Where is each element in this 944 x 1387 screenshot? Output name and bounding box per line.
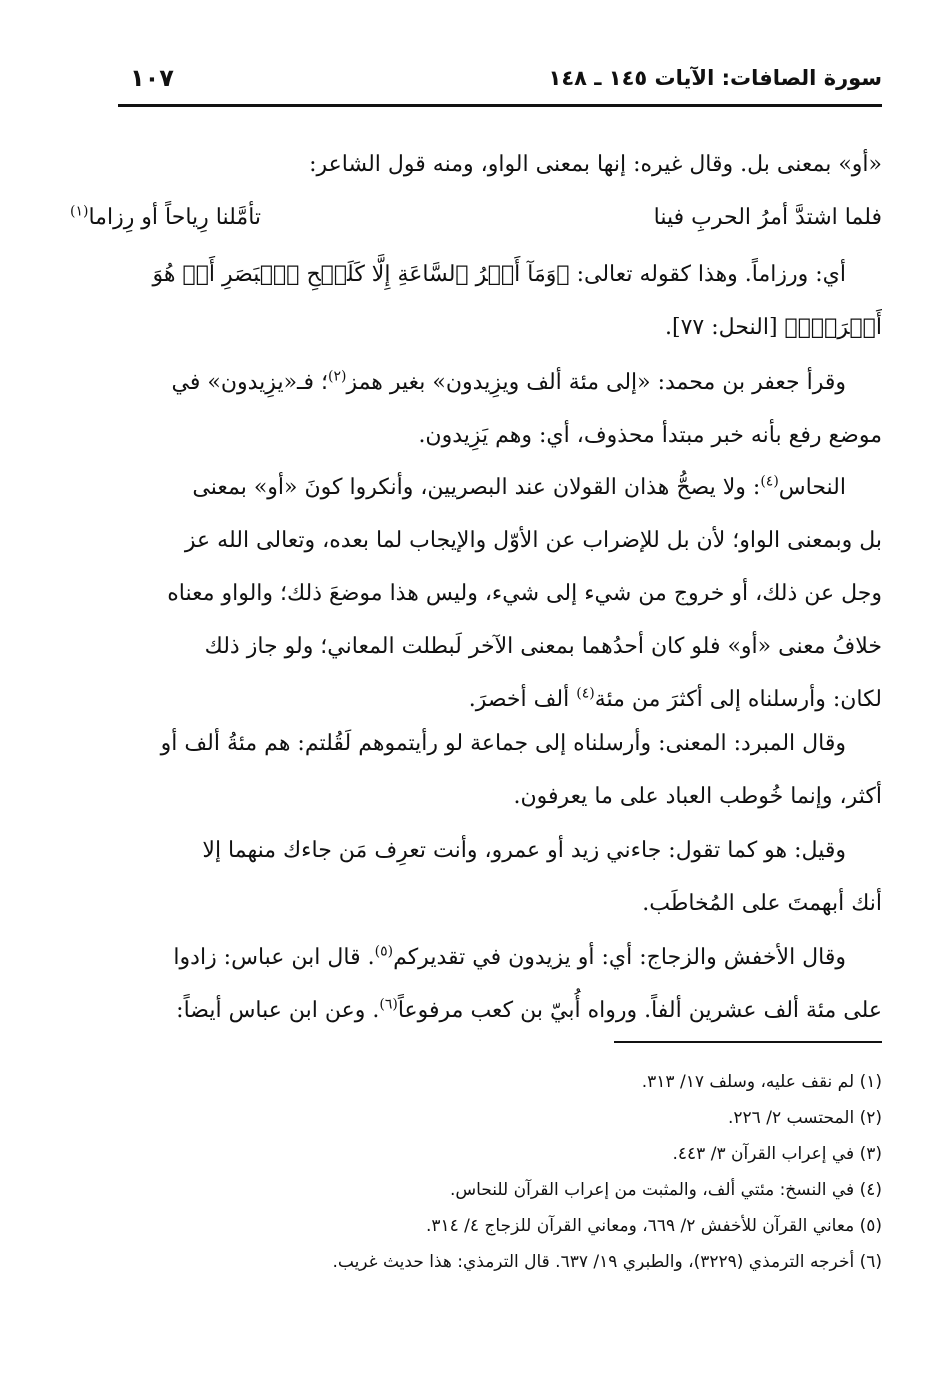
text-line: خلافُ معنى «أو» فلو كان أحدُهما بمعنى الآخر لَبطلت المعاني؛ ولو جاز ذلك: [204, 634, 882, 659]
paragraph-3: [60, 356, 882, 462]
text-segment: : ولا يصحُّ هذان القولان عند البصريين، وأنكروا كونَ «أو» بمعنى: [192, 475, 761, 500]
text-line: [60, 984, 882, 1037]
text-segment: النحاس: [778, 475, 846, 500]
text-line: أكثر، وإنما خُوطب العباد على ما يعرفون.: [513, 784, 882, 809]
text-segment: ؛ فـ«يزِيدون» في: [171, 370, 328, 395]
text-line: أَقۡرَبُۚ﴾ [النحل: ٧٧].: [665, 315, 882, 340]
text-segment: ألف أخصرَ.: [468, 687, 577, 712]
footnote-1: (١) لم نقف عليه، وسلف ١٧/ ٣١٣.: [641, 1072, 882, 1092]
text-segment: وقرأ جعفر بن محمد: «إلى مئة ألف ويزِيدون» بغير همز: [346, 370, 846, 395]
footnote-marker: (٤): [760, 473, 779, 490]
footnote-marker: (٦): [379, 996, 398, 1013]
paragraph-5: [60, 717, 882, 823]
footnote-6: (٦) أخرجه الترمذي (٣٢٢٩)، والطبري ١٩/ ٦٣٧. قال الترمذي: هذا حديث غريب.: [332, 1252, 882, 1272]
text-line: وقال المبرد: المعنى: وأرسلناه إلى جماعة لو رأيتموهم لَقُلتم: هم مئةُ ألف أو: [160, 731, 846, 756]
footnote-marker: (٤): [576, 685, 595, 702]
text-segment: . قال ابن عباس: زادوا: [173, 945, 375, 970]
paragraph-2: [60, 248, 882, 354]
text-line: بل وبمعنى الواو؛ لأن بل للإضراب عن الأوّل والإيجاب لما بعده، وتعالى الله عز: [184, 528, 882, 553]
header-rule: [118, 104, 882, 107]
verse-second-text: تأمَّلنا رِياحاً أو رِزاما: [88, 205, 262, 230]
text-line: [60, 356, 882, 409]
text-line: أي: ورزاماً. وهذا كقوله تعالى: ﴿وَمَآ أَمۡرُ ٱلسَّاعَةِ إِلَّا كَلَمۡحِ ٱلۡبَصَرِ أَوۡ هُوَ: [152, 262, 846, 287]
poetry-verse: [60, 191, 882, 244]
text-segment: . وعن ابن عباس أيضاً:: [176, 998, 380, 1023]
footnote-separator: [614, 1041, 882, 1043]
footnote-marker: (٢): [327, 368, 347, 385]
text-segment: وقال الأخفش والزجاج: أي: أو يزيدون في تقديركم: [393, 945, 846, 970]
text-line: «أو» بمعنى بل. وقال غيره: إنها بمعنى الواو، ومنه قول الشاعر:: [309, 152, 882, 177]
footnotes: [60, 1064, 882, 1280]
text-line: [60, 461, 882, 514]
text-segment: على مئة ألف عشرين ألفاً. ورواه أُبيّ بن كعب مرفوعاً: [397, 998, 882, 1023]
page-number: ١٠٧: [130, 64, 174, 92]
footnote-4: (٤) في النسخ: مئتي ألف، والمثبت من إعراب القرآن للنحاس.: [449, 1180, 882, 1200]
text-line: [60, 931, 882, 984]
text-line: أنك أبهمتَ على المُخاطَب.: [642, 891, 882, 916]
running-header: [118, 64, 882, 104]
footnote-2: (٢) المحتسب ٢/ ٢٢٦.: [727, 1108, 882, 1128]
header-title: سورة الصافات: الآيات ١٤٥ ـ ١٤٨: [548, 66, 882, 90]
verse-first-hemistich: فلما اشتدَّ أمرُ الحربِ فينا: [653, 205, 882, 230]
footnote-marker: (١): [70, 203, 89, 220]
text-segment: لكان: وأرسلناه إلى أكثرَ من مئة: [594, 687, 882, 712]
footnote-marker: (٥): [374, 943, 394, 960]
paragraph-4: [60, 461, 882, 726]
footnote-5: (٥) معاني القرآن للأخفش ٢/ ٦٦٩، ومعاني القرآن للزجاج ٤/ ٣١٤.: [425, 1216, 882, 1236]
footnote-3: (٣) في إعراب القرآن ٣/ ٤٤٣.: [672, 1144, 882, 1164]
text-line: وقيل: هو كما تقول: جاءني زيد أو عمرو، وأنت تعرِف مَن جاءك منهما إلا: [202, 838, 846, 863]
verse-second-hemistich: [70, 191, 261, 244]
paragraph-1: [60, 138, 882, 191]
paragraph-6: [60, 824, 882, 930]
text-line: وجل عن ذلك، أو خروج من شيء إلى شيء، وليس هذا موضعَ ذلك؛ والواو معناه: [167, 581, 882, 606]
text-line: موضع رفع بأنه خبر مبتدأ محذوف، أي: وهم يَزِيدون.: [418, 423, 882, 448]
paragraph-7: [60, 931, 882, 1037]
